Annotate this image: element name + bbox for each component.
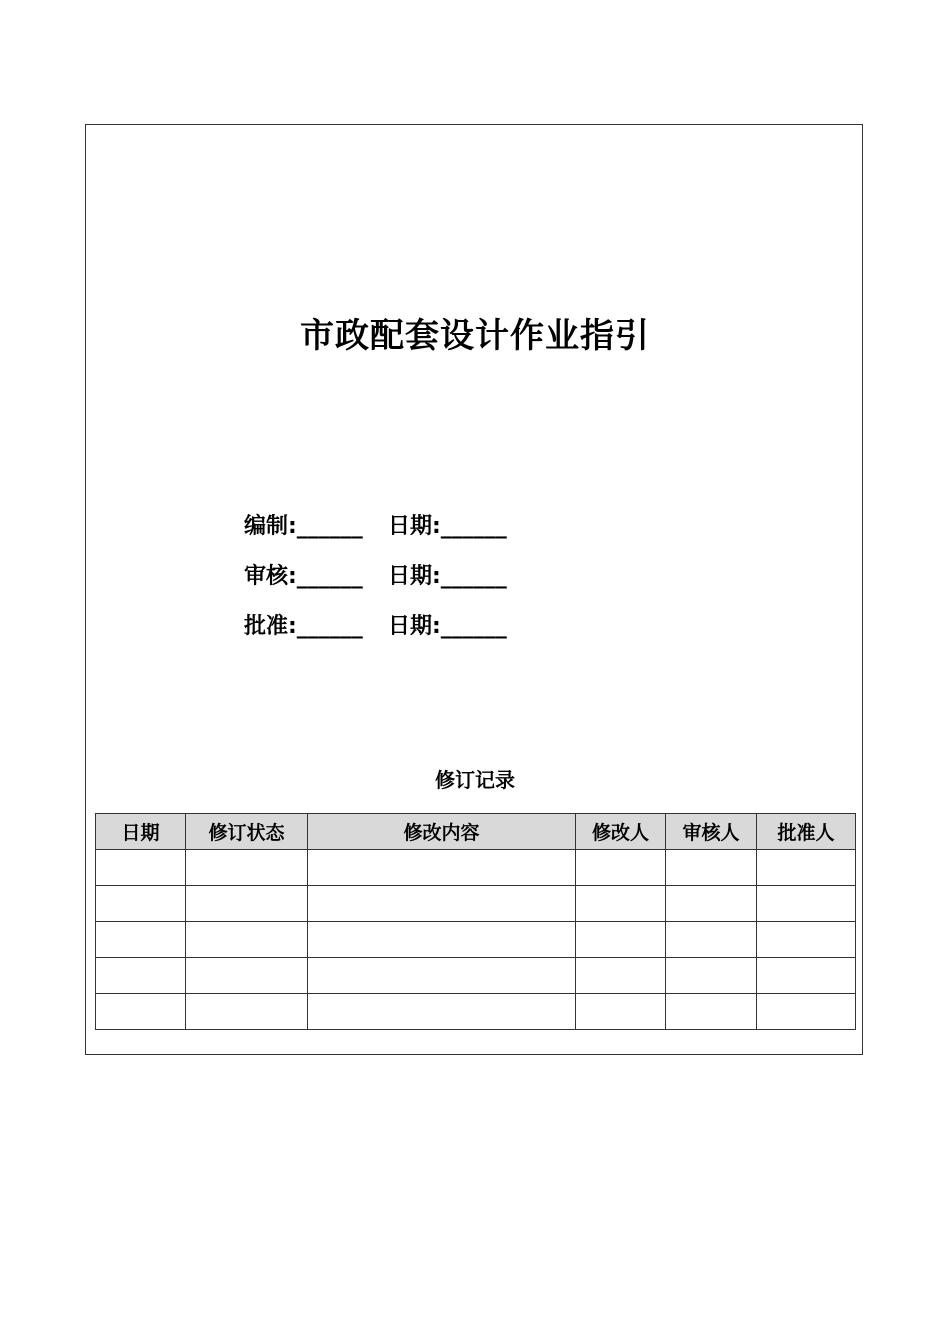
signoff-row-review <box>244 560 507 610</box>
table-cell <box>308 886 576 922</box>
header-reviewer: 审核人 <box>666 814 757 850</box>
table-cell <box>666 994 757 1030</box>
revision-record-title: 修订记录 <box>435 768 515 792</box>
table-cell <box>186 886 308 922</box>
table-cell <box>576 994 666 1030</box>
compiled-date-field: 日期:______ <box>388 514 507 539</box>
table-cell <box>186 850 308 886</box>
table-cell <box>576 886 666 922</box>
table-cell <box>96 958 186 994</box>
header-revision-content: 修改内容 <box>308 814 576 850</box>
table-cell <box>666 922 757 958</box>
header-approver: 批准人 <box>757 814 856 850</box>
table-cell <box>757 922 856 958</box>
table-cell <box>96 886 186 922</box>
table-cell <box>757 958 856 994</box>
table-cell <box>576 958 666 994</box>
table-cell <box>308 958 576 994</box>
table-cell <box>308 850 576 886</box>
table-cell <box>186 958 308 994</box>
table-cell <box>308 922 576 958</box>
signoff-row-compile <box>244 510 507 560</box>
compiled-by-field: 编制:______ <box>244 514 363 539</box>
table-cell <box>186 994 308 1030</box>
table-row <box>96 850 856 886</box>
table-cell <box>308 994 576 1030</box>
revision-table <box>95 813 856 1030</box>
table-cell <box>757 850 856 886</box>
table-cell <box>96 994 186 1030</box>
header-revision-status: 修订状态 <box>186 814 308 850</box>
table-row <box>96 994 856 1030</box>
table-row <box>96 922 856 958</box>
document-title: 市政配套设计作业指引 <box>300 316 650 356</box>
approved-date-field: 日期:______ <box>388 614 507 639</box>
header-date: 日期 <box>96 814 186 850</box>
header-modifier: 修改人 <box>576 814 666 850</box>
table-header-row <box>96 814 856 850</box>
table-cell <box>666 886 757 922</box>
table-row <box>96 958 856 994</box>
approved-by-field: 批准:______ <box>244 614 363 639</box>
table-cell <box>96 922 186 958</box>
table-cell <box>666 850 757 886</box>
table-cell <box>96 850 186 886</box>
table-cell <box>186 922 308 958</box>
signoff-block <box>244 510 507 660</box>
reviewed-by-field: 审核:______ <box>244 564 363 589</box>
table-cell <box>757 886 856 922</box>
table-cell <box>576 922 666 958</box>
table-cell <box>666 958 757 994</box>
table-cell <box>757 994 856 1030</box>
signoff-row-approve <box>244 610 507 660</box>
table-row <box>96 886 856 922</box>
reviewed-date-field: 日期:______ <box>388 564 507 589</box>
table-cell <box>576 850 666 886</box>
